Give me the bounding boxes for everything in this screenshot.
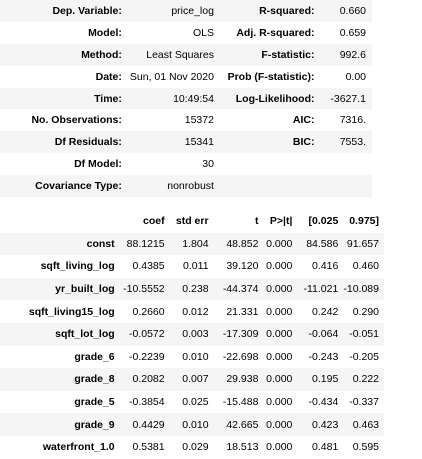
- coefficient-cell: -0.3854: [129, 396, 165, 409]
- coefficient-cell: 0.460: [352, 260, 379, 273]
- summary-value: 7553.: [339, 136, 366, 149]
- summary-label: No. Observations:: [31, 114, 122, 127]
- coefficient-cell: 0.000: [266, 260, 293, 273]
- summary-value: nonrobust: [167, 180, 214, 193]
- coefficient-cell: 0.007: [182, 373, 209, 386]
- coefficient-cell: -22.698: [222, 350, 259, 363]
- summary-label: Method:: [81, 48, 122, 61]
- summary-value: 0.660: [339, 4, 366, 17]
- coefficient-header-row: [0, 210, 384, 233]
- coefficient-row: [0, 413, 384, 436]
- summary-row: [0, 109, 372, 131]
- summary-row: [0, 131, 372, 153]
- coefficient-cell: 0.463: [352, 418, 379, 431]
- summary-label: Adj. R-squared:: [236, 26, 315, 39]
- coefficient-cell: 0.025: [182, 396, 209, 409]
- coefficient-cell: 0.481: [312, 441, 339, 454]
- coefficient-cell: -0.434: [308, 396, 339, 409]
- coefficient-row: [0, 255, 384, 278]
- coefficient-cell: 0.000: [266, 350, 293, 363]
- coefficient-row: [0, 323, 384, 346]
- summary-value: Sun, 01 Nov 2020: [129, 70, 214, 83]
- coefficient-cell: 0.238: [182, 283, 209, 296]
- summary-label: Time:: [94, 92, 122, 105]
- summary-value: 10:49:54: [173, 92, 214, 105]
- summary-label: Prob (F-statistic):: [227, 70, 315, 83]
- variable-name: sqft_living15_log: [28, 305, 115, 318]
- coefficient-cell: 0.003: [182, 328, 209, 341]
- summary-row: [0, 153, 372, 175]
- summary-row: [0, 0, 372, 22]
- coefficient-cell: 0.000: [266, 373, 293, 386]
- variable-name: sqft_lot_log: [55, 328, 115, 341]
- coefficient-cell: 0.029: [182, 441, 209, 454]
- coefficient-cell: 0.010: [182, 418, 209, 431]
- coefficient-cell: 84.586: [306, 237, 339, 250]
- coefficient-cell: -0.243: [308, 350, 339, 363]
- summary-row: [0, 22, 372, 44]
- summary-value: 0.659: [339, 26, 366, 39]
- coefficient-row: [0, 300, 384, 323]
- coefficient-cell: 29.938: [226, 373, 259, 386]
- coefficient-cell: -17.309: [222, 328, 259, 341]
- coefficient-cell: 0.000: [266, 441, 293, 454]
- regression-summary-table: [0, 0, 372, 197]
- coefficient-cell: 0.416: [312, 260, 339, 273]
- coefficient-cell: 0.000: [266, 237, 293, 250]
- coefficient-cell: 0.595: [352, 441, 379, 454]
- coefficient-cell: -11.021: [303, 283, 339, 296]
- coefficient-cell: 0.000: [266, 396, 293, 409]
- column-header: coef: [143, 215, 165, 228]
- summary-value: 7316.: [339, 114, 366, 127]
- summary-label: [220, 175, 323, 197]
- summary-row: [0, 175, 372, 197]
- coefficient-cell: -15.488: [222, 396, 259, 409]
- variable-name: grade_5: [74, 396, 115, 409]
- summary-value: OLS: [192, 26, 214, 39]
- summary-label: Df Residuals:: [54, 136, 122, 149]
- summary-value: [323, 175, 373, 197]
- coefficient-cell: -0.205: [349, 350, 379, 363]
- coefficient-cell: 0.423: [312, 418, 339, 431]
- summary-label: AIC:: [292, 114, 315, 127]
- coefficient-cell: 0.222: [352, 373, 379, 386]
- summary-label: F-statistic:: [261, 48, 315, 61]
- coefficient-cell: 0.5381: [132, 441, 165, 454]
- coefficient-cell: 0.012: [182, 305, 209, 318]
- coefficient-cell: 91.657: [346, 237, 379, 250]
- coefficient-cell: 0.290: [352, 305, 379, 318]
- coefficient-cell: 48.852: [226, 237, 259, 250]
- coefficient-cell: 42.665: [226, 418, 259, 431]
- coefficient-cell: -10.5552: [123, 283, 165, 296]
- coefficient-cell: 0.000: [266, 305, 293, 318]
- coefficient-cell: -0.2239: [129, 350, 165, 363]
- coefficient-row: [0, 346, 384, 369]
- coefficient-cell: 0.4429: [132, 418, 165, 431]
- column-header: std err: [175, 215, 209, 228]
- summary-value: 30: [202, 158, 214, 171]
- coefficient-cell: 0.000: [266, 418, 293, 431]
- variable-name: grade_9: [74, 418, 115, 431]
- variable-name: const: [86, 237, 115, 250]
- column-header: [0, 210, 122, 233]
- summary-value: price_log: [171, 4, 214, 17]
- summary-label: [220, 153, 323, 175]
- variable-name: yr_built_log: [55, 283, 115, 296]
- summary-label: Df Model:: [74, 158, 122, 171]
- summary-row: [0, 66, 372, 88]
- coefficient-cell: 39.120: [226, 260, 259, 273]
- summary-value: [323, 153, 373, 175]
- summary-label: Log-Likelihood:: [235, 92, 315, 105]
- coefficient-cell: -0.064: [308, 328, 339, 341]
- column-header: [0.025: [308, 215, 339, 228]
- coefficient-cell: 88.1215: [126, 237, 165, 250]
- coefficient-cell: 0.000: [266, 283, 293, 296]
- summary-row: [0, 88, 372, 110]
- coefficient-cell: -44.374: [222, 283, 259, 296]
- summary-label: R-squared:: [259, 4, 315, 17]
- summary-value: 15372: [184, 114, 214, 127]
- coefficient-cell: -10.089: [343, 283, 379, 296]
- coefficient-cell: 0.4385: [132, 260, 165, 273]
- variable-name: waterfront_1.0: [42, 441, 115, 454]
- summary-label: Dep. Variable:: [52, 4, 122, 17]
- column-header: 0.975]: [349, 215, 379, 228]
- summary-value: -3627.1: [330, 92, 366, 105]
- summary-value: Least Squares: [146, 48, 214, 61]
- summary-value: 15341: [184, 136, 214, 149]
- coefficient-cell: 21.331: [226, 305, 259, 318]
- summary-value: 0.00: [345, 70, 366, 83]
- column-header: t: [254, 215, 259, 228]
- coefficient-row: [0, 233, 384, 256]
- coefficient-cell: 0.010: [182, 350, 209, 363]
- coefficient-cell: 0.2660: [132, 305, 165, 318]
- coefficient-cell: 0.195: [312, 373, 339, 386]
- variable-name: sqft_living_log: [40, 260, 115, 273]
- coefficient-row: [0, 368, 384, 391]
- coefficient-cell: -0.0572: [129, 328, 165, 341]
- summary-row: [0, 44, 372, 66]
- summary-value: 992.6: [339, 48, 366, 61]
- summary-label: Date:: [95, 70, 122, 83]
- coefficient-cell: 1.804: [182, 237, 209, 250]
- coefficient-cell: 0.2082: [132, 373, 165, 386]
- coefficient-row: [0, 436, 384, 459]
- coefficient-table: [0, 210, 384, 459]
- column-header: P>|t|: [269, 215, 293, 228]
- coefficient-row: [0, 391, 384, 414]
- coefficient-row: [0, 278, 384, 301]
- variable-name: grade_6: [74, 350, 115, 363]
- coefficient-cell: -0.051: [349, 328, 379, 341]
- summary-label: BIC:: [292, 136, 315, 149]
- coefficient-cell: 18.513: [226, 441, 259, 454]
- summary-label: Covariance Type:: [35, 180, 122, 193]
- coefficient-cell: 0.242: [312, 305, 339, 318]
- summary-label: Model:: [88, 26, 122, 39]
- coefficient-cell: 0.000: [266, 328, 293, 341]
- variable-name: grade_8: [74, 373, 115, 386]
- coefficient-cell: 0.011: [183, 260, 209, 273]
- coefficient-cell: -0.337: [349, 396, 379, 409]
